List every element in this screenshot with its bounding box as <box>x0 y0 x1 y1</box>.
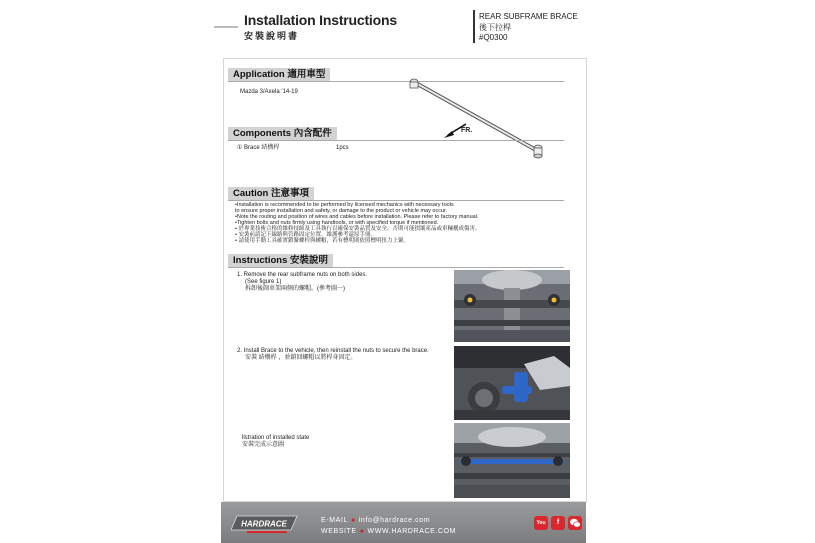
application-vehicle: Mazda 3/Axela '14-19 <box>240 89 298 95</box>
instructions-rule <box>228 267 564 268</box>
caution-line: •Tighten bolts and nuts firmly using handtools, or with specified torque if mentioned. <box>235 220 439 226</box>
youtube-icon[interactable]: You <box>534 516 548 530</box>
step-3-caption: llstration of installed state <box>242 435 310 441</box>
product-name-zh: 後下拉桿 <box>479 23 511 32</box>
caution-line: •Note the routing and position of wires and cables before installation. Please refer to factory manual. <box>235 214 479 220</box>
caution-line-zh: • 於專業技術合格的維修技師及工具執行以確保安裝品質及安全，否則可能損壞產品或車輛構成傷害。 <box>235 226 481 232</box>
components-rule <box>228 140 564 141</box>
page-subtitle-zh: 安裝說明書 <box>244 32 300 42</box>
brace-diagram <box>400 68 560 168</box>
component-qty: 1pcs <box>336 145 349 151</box>
figure-1-photo <box>454 270 570 342</box>
figure-2-photo <box>454 346 570 420</box>
footer-website <box>321 528 456 535</box>
application-heading: Application 適用車型 <box>228 68 330 81</box>
step-2-text: 2. Install Brace to the vehicle, then reinstall the nuts to secure the brace. <box>237 348 429 354</box>
website-link[interactable]: WWW.HARDRACE.COM <box>367 528 457 535</box>
figure-3-photo <box>454 423 570 498</box>
front-direction-label: FR. <box>461 127 473 134</box>
step-2-text-zh: 安裝 結構桿 ，並鎖回螺帽以將桿身固定。 <box>245 355 357 361</box>
email-label: E-MAIL <box>321 517 348 524</box>
step-3-caption-zh: 安裝完成示意圖 <box>242 442 285 448</box>
step-1-text: 1. Remove the rear subframe nuts on both sides. <box>237 272 368 278</box>
step-1-text-zh: 拆卸後副車架兩側的螺帽。(參考圖一) <box>245 286 345 292</box>
hardrace-logo <box>231 512 303 536</box>
header-divider <box>473 10 475 43</box>
website-label: WEBSITE <box>321 528 357 535</box>
caution-rule <box>228 200 564 201</box>
instructions-heading: Instructions 安裝說明 <box>228 254 333 267</box>
caution-line: to ensure proper installation and safety, or damage to the product or vehicle may occur. <box>235 208 448 214</box>
brace-illustration <box>410 79 542 158</box>
email-link[interactable]: info@hardrace.com <box>358 517 431 524</box>
wechat-icon[interactable] <box>568 516 582 530</box>
caution-line: •Installation is recommended to be performed by licensed mechanics with necessary tools <box>235 202 454 208</box>
dot-separator: ● <box>350 517 356 524</box>
dot-separator: ● <box>359 528 365 535</box>
caution-line-zh: • 安裝前請記下線路與管路固定位置，維護參考還原手冊。 <box>235 232 376 238</box>
footer-email <box>321 517 430 524</box>
step-1-note: (See figure 1) <box>245 279 282 285</box>
caution-line-zh: • 請使用手動工具確實鎖緊螺栓與螺帽，若有標明則依照標明扭力上緊。 <box>235 238 409 244</box>
header-accent-line <box>214 26 238 28</box>
caution-heading: Caution 注意事項 <box>228 187 314 200</box>
facebook-icon[interactable]: f <box>551 516 565 530</box>
product-name: REAR SUBFRAME BRACE <box>479 12 578 21</box>
components-heading: Components 內含配件 <box>228 127 337 140</box>
component-item: ① Brace 結構桿 <box>237 145 280 151</box>
logo-text: HARDRACE <box>241 519 287 529</box>
page-title: Installation Instructions <box>244 12 397 28</box>
product-code: #Q0300 <box>479 33 508 42</box>
